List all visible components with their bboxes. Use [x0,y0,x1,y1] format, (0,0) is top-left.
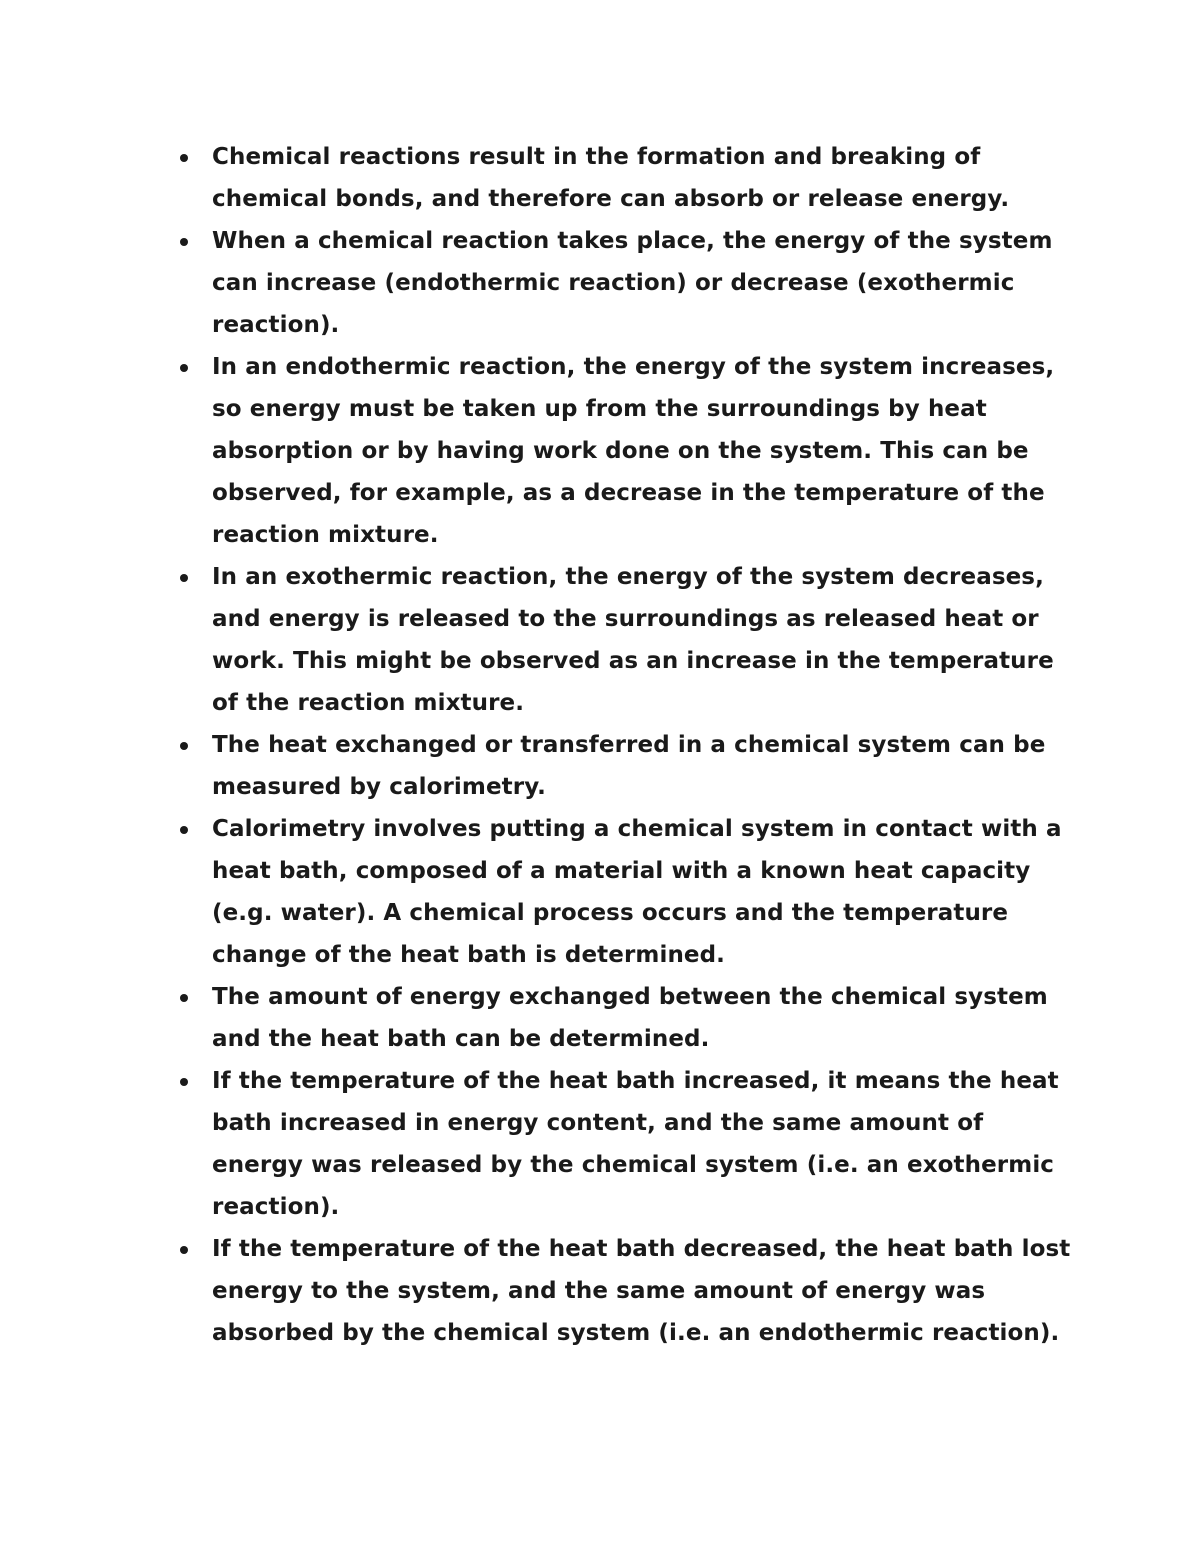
list-item-text: If the temperature of the heat bath increased, it means the heat bath increased in energy content, and the same amount of energy was released by the chemical system (i.e. an exothermic reaction). [212,1068,1059,1220]
list-item [176,556,1076,724]
bullet-icon [180,154,188,162]
bullet-icon [180,994,188,1002]
list-item [176,136,1076,220]
bullet-icon [180,1246,188,1254]
list-item-text: Calorimetry involves putting a chemical system in contact with a heat bath, composed of a material with a known heat capacity (e.g. water). A chemical process occurs and the temperature change of the heat bath is determined. [212,816,1062,968]
list-item-text: The heat exchanged or transferred in a chemical system can be measured by calorimetry. [212,732,1046,800]
bullet-icon [180,742,188,750]
list-item [176,808,1076,976]
list-item-text: In an exothermic reaction, the energy of the system decreases, and energy is released to the surroundings as released heat or work. This might be observed as an increase in the temperature of the reaction mixture. [212,564,1054,716]
list-item [176,346,1076,556]
list-item [176,1228,1076,1354]
list-item-text: If the temperature of the heat bath decreased, the heat bath lost energy to the system, and the same amount of energy was absorbed by the chemical system (i.e. an endothermic reaction). [212,1236,1071,1346]
bullet-list [176,136,1076,1354]
list-item-text: Chemical reactions result in the formation and breaking of chemical bonds, and therefore can absorb or release energy. [212,144,1010,212]
bullet-icon [180,826,188,834]
list-item [176,1060,1076,1228]
list-item-text: In an endothermic reaction, the energy of the system increases, so energy must be taken up from the surroundings by heat absorption or by having work done on the system. This can be observed, for example, as a decrease in the temperature of the reaction mixture. [212,354,1055,548]
list-item [176,724,1076,808]
list-item-text: The amount of energy exchanged between the chemical system and the heat bath can be determined. [212,984,1048,1052]
bullet-icon [180,574,188,582]
bullet-icon [180,238,188,246]
list-item [176,220,1076,346]
list-item [176,976,1076,1060]
bullet-icon [180,1078,188,1086]
bullet-icon [180,364,188,372]
list-item-text: When a chemical reaction takes place, the energy of the system can increase (endothermic reaction) or decrease (exothermic reaction). [212,228,1053,338]
